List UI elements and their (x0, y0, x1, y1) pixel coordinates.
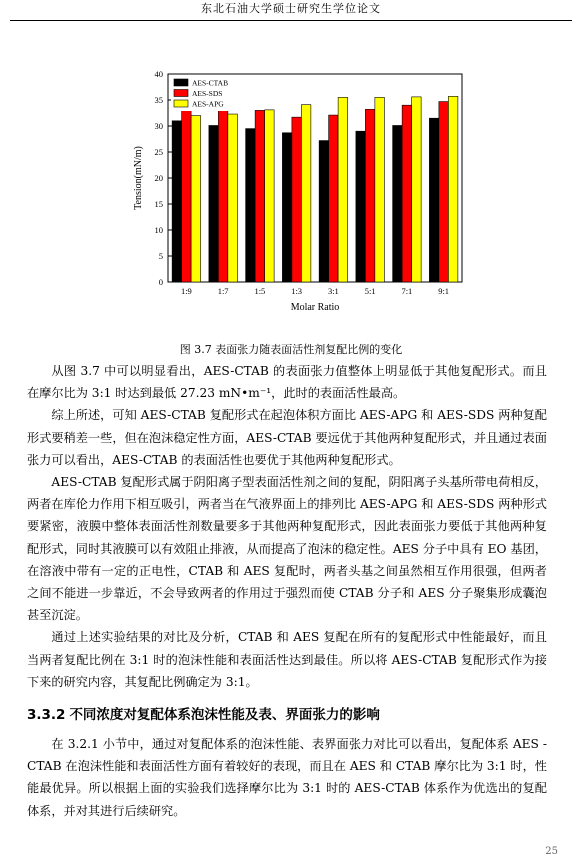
bar (412, 97, 422, 282)
paragraph: 通过上述实验结果的对比及分析，CTAB 和 AES 复配在所有的复配形式中性能最好，而且当两者复配比例在 3:1 时的泡沫性能和表面活性达到最佳。所以将 AES-CTAB 复配形式作为接下来的研究内容，其复配比例确定为 3:1。 (27, 630, 547, 689)
x-tick-label: 7:1 (401, 286, 413, 296)
x-tick-label: 1:5 (254, 286, 266, 296)
y-axis-label: Tension(mN/m) (133, 146, 144, 210)
bar (282, 133, 292, 282)
legend-label: AES-CTAB (192, 78, 229, 88)
bar (209, 125, 219, 282)
x-tick-label: 3:1 (327, 286, 339, 296)
y-tick-label: 15 (154, 199, 163, 209)
bar (365, 109, 375, 282)
bar (191, 116, 201, 282)
paragraph: AES-CTAB 复配形式属于阴阳离子型表面活性剂之间的复配，阴阳离子头基所带电荷相反，两者在库伦力作用下相互吸引，两者当在气液界面上的排列比 AES-APG 和 AES-SDS 两种形式要紧密，液膜中整体表面活性剂数量要多于其他两种复配形式，因此表面张力要低于其他两种复配形式，同时其液膜可以有效阻止排液，从而提高了泡沫的稳定性。AES 分子中具有 EO 基团，在溶液中带有一定的正电性，CTAB 和 AES 复配时，两者头基之间虽然相互作用很强，但两者之间不能进一步靠近，不会导致两者的作用过于强烈而使 CTAB 分子和 AES 分子聚集形成囊泡甚至沉淀。 (27, 475, 547, 623)
legend-swatch (174, 90, 188, 97)
x-tick-label: 1:3 (291, 286, 303, 296)
x-tick-label: 1:9 (180, 286, 192, 296)
bar (429, 118, 439, 282)
x-axis-label: Molar Ratio (290, 302, 340, 313)
bar (356, 131, 366, 282)
legend-label: AES-APG (192, 99, 224, 109)
bar (448, 96, 458, 282)
x-tick-label: 1:7 (217, 286, 229, 296)
bar (292, 117, 302, 282)
paragraph: 综上所述，可知 AES-CTAB 复配形式在起泡体积方面比 AES-APG 和 AES-SDS 两种复配形式要稍差一些，但在泡沫稳定性方面，AES-CTAB 要远优于其他两种复配形式，并且通过表面张力可以看出，AES-CTAB 的表面活性也要优于其他两种复配形式。 (27, 408, 547, 467)
bar (255, 110, 265, 282)
bar (172, 121, 182, 282)
x-tick-label: 9:1 (438, 286, 450, 296)
bar (265, 110, 275, 282)
bar (439, 102, 449, 282)
body-text (27, 360, 547, 693)
figure-caption: 图 3.7 表面张力随表面活性剂复配比例的变化 (179, 343, 403, 356)
paragraph: 在 3.2.1 小节中，通过对复配体系的泡沫性能、表界面张力对比可以看出，复配体系 AES -CTAB 在泡沫性能和表面活性方面有着较好的表现，而且在 AES 和 CTAB 摩尔比为 3:1 时，性能最优异。所以根据上面的实验我们选择摩尔比为 3:1 时的 AES-CTAB 体系作为优选出的复配体系，并对其进行后续研究。 (27, 737, 547, 818)
bar (338, 97, 348, 282)
y-tick-label: 25 (154, 147, 163, 157)
y-tick-label: 30 (154, 121, 163, 131)
bar (228, 114, 238, 282)
legend-swatch (174, 79, 188, 86)
y-tick-label: 5 (158, 251, 163, 261)
bar (301, 105, 311, 282)
section-heading (27, 704, 557, 726)
section-number: 3.3.2 (27, 707, 66, 723)
page-header: 东北石油大学硕士研究生学位论文 (201, 2, 381, 15)
legend-swatch (174, 100, 188, 107)
body-text-2 (27, 733, 547, 822)
bar (402, 105, 412, 282)
x-tick-label: 5:1 (364, 286, 376, 296)
legend-label: AES-SDS (192, 89, 223, 98)
y-tick-label: 40 (154, 69, 163, 79)
bar (319, 141, 329, 282)
bar (246, 129, 256, 282)
tension-bar-chart (0, 0, 582, 342)
bar (393, 125, 403, 282)
y-tick-label: 20 (154, 173, 163, 183)
bar (182, 103, 192, 282)
bar (329, 115, 339, 282)
bar (375, 97, 385, 282)
page-number: 25 (545, 846, 558, 857)
y-tick-label: 0 (158, 277, 163, 287)
y-tick-label: 10 (154, 225, 163, 235)
paragraph: 从图 3.7 中可以明显看出，AES-CTAB 的表面张力值整体上明显低于其他复配形式。而且在摩尔比为 3:1 时达到最低 27.23 mN•m⁻¹，此时的表面活性最高。 (27, 364, 547, 401)
bar (218, 105, 228, 282)
section-title: 不同浓度对复配体系泡沫性能及表、界面张力的影响 (69, 707, 380, 723)
y-tick-label: 35 (154, 95, 163, 105)
